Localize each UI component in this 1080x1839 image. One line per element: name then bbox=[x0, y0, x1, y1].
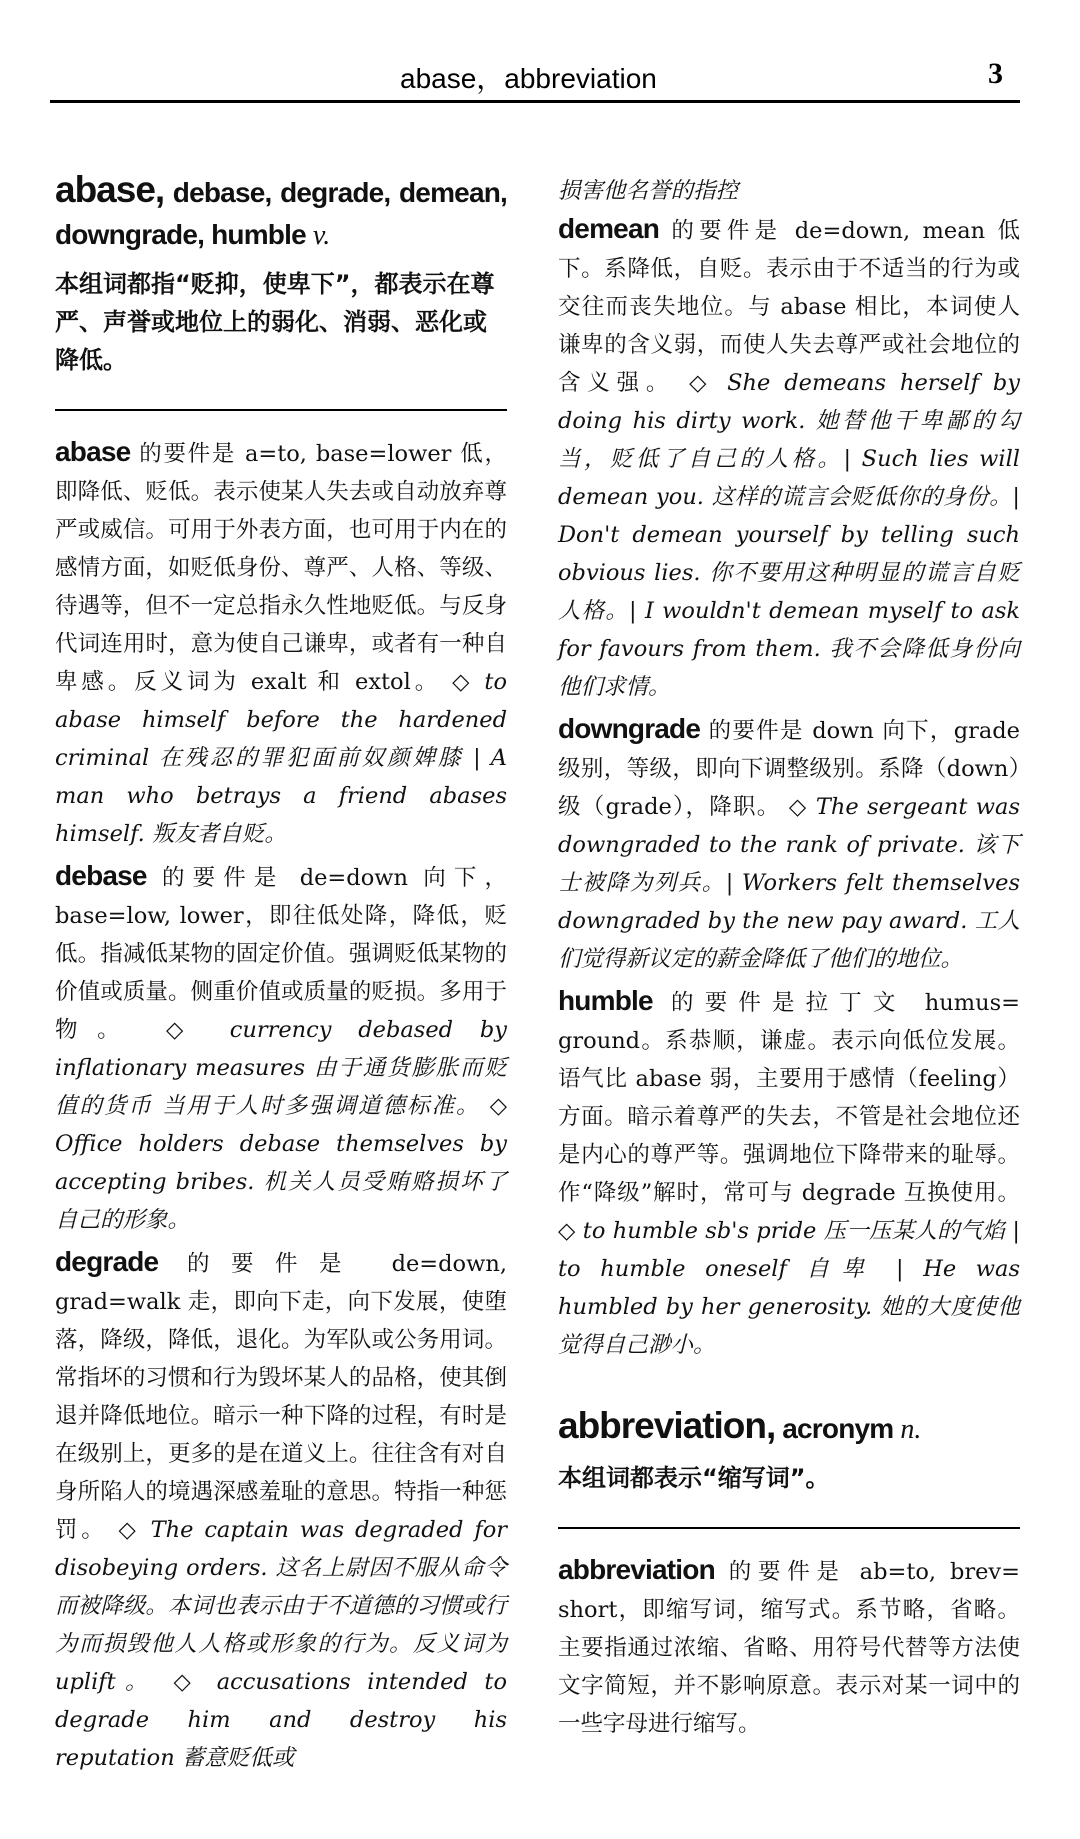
entry-examples: ◇ The captain was degraded for disobeying orders. 这名上尉因不服从命令而被降级。本词也表示由于不道德的习惯或行为而损毁他人人格或形象的行为。反义词为 uplift。 ◇ accusations intended to degrade him and destroy his reputation 蓄意贬低或 bbox=[55, 1517, 507, 1771]
running-header: abase，abbreviation bbox=[400, 63, 657, 94]
entry-headword: debase bbox=[55, 860, 147, 891]
entry-definition: 的要件是 down 向下，grade 级别，等级，即向下调整级别。系降（down）级（grade），降职。 bbox=[558, 718, 1020, 820]
group-divider bbox=[558, 1527, 1020, 1529]
entry-examples: ◇ to humble sb's pride 压一压某人的气焰 | to humble oneself 自卑 | He was humbled by her generosity. 她的大度使他觉得自己渺小。 bbox=[558, 1218, 1020, 1358]
group-heading-abbreviation bbox=[558, 1406, 1020, 1451]
entry-examples: ◇ The sergeant was downgraded to the rank of private. 该下士被降为列兵。| Workers felt themselves downgraded by the new pay award. 工人们觉得新议定的薪金降低了他们的地位。 bbox=[558, 794, 1020, 972]
entry-examples: ◇ currency debased by inflationary measures 由于通货膨胀而贬值的货币 当用于人时多强调道德标准。 ◇ Office holders debase themselves by accepting bribes. 机关人员受贿赂损坏了自己的形象。 bbox=[55, 1017, 507, 1233]
entry-continuation: 损害他名誉的指控 bbox=[558, 178, 739, 204]
entry-definition: 的要件是 de=down 向下，base=low, lower，即往低处降，降低，贬低。指减低某物的固定价值。强调贬低某物的价值或质量。侧重价值或质量的贬损。多用于物。 bbox=[55, 865, 507, 1043]
entry-headword: abbreviation bbox=[558, 1554, 715, 1585]
group-description: 本组词都指“贬抑，使卑下”，都表示在尊严、声誉或地位上的弱化、消弱、恶化或降低。 bbox=[55, 270, 495, 374]
entry-headword: demean bbox=[558, 213, 660, 244]
group-description: 本组词都表示“缩写词”。 bbox=[558, 1464, 830, 1492]
entry-headword: downgrade bbox=[558, 713, 701, 744]
entry-definition: 的要件是 de=down, mean 低下。系降低，自贬。表示由于不适当的行为或交往而丧失地位。与 abase 相比，本词使人谦卑的含义弱，而使人失去尊严或社会地位的含义强。 bbox=[558, 218, 1020, 396]
group-spacer bbox=[558, 1368, 1020, 1406]
entry-headword: humble bbox=[558, 985, 653, 1016]
entry-debase bbox=[55, 857, 507, 1239]
entry-headword: abase bbox=[55, 436, 131, 467]
entry-examples: ◇ She demeans herself by doing his dirty work. 她替他干卑鄙的勾当，贬低了自己的人格。| Such lies will demean you. 这样的谎言会贬低你的身份。| Don't demean yourself by telling such obvious lies. 你不要用这种明显的谎言自贬人格。| I wouldn't demean myself to ask for favours from them. 我不会降低身份向他们求情。 bbox=[558, 370, 1020, 700]
header-divider bbox=[50, 100, 1020, 103]
part-of-speech: n. bbox=[893, 1414, 922, 1445]
entry-definition: 的要件是 de=down, grad=walk 走，即向下走，向下发展，使堕落，降级，降低，退化。为军队或公务用词。常指坏的习惯和行为毁坏某人的品格，使其倒退并降低地位。暗示一种下降的过程，有时是在级别上，更多的是在道义上。往往含有对自身所陷人的境遇深感羞耻的意思。特指一种惩罚。 bbox=[55, 1251, 507, 1543]
part-of-speech: v. bbox=[305, 220, 331, 251]
group-heading-abase bbox=[55, 170, 507, 257]
page-number: 3 bbox=[988, 57, 1003, 90]
entry-definition: 的要件是 a=to, base=lower 低，即降低、贬低。表示使某人失去或自动放弃尊严或威信。可用于外表方面，也可用于内在的感情方面，如贬低身份、尊严、人格、等级、待遇等，但不一定总指永久性地贬低。与反身代词连用时，意为使自己谦卑，或者有一种自卑感。反义词为 exalt 和 extol。 bbox=[55, 441, 507, 695]
entry-examples: ◇ to abase himself before the hardened criminal 在残忍的罪犯面前奴颜婢膝 | A man who betrays a friend abases himself. 叛友者自贬。 bbox=[55, 669, 508, 847]
left-column bbox=[55, 170, 507, 1781]
entry-downgrade bbox=[558, 710, 1020, 978]
group-divider bbox=[55, 409, 507, 411]
entry-abase bbox=[55, 433, 507, 853]
group-headword-main: abase, bbox=[55, 169, 165, 210]
group-headword-rest: debase, degrade, demean, downgrade, humble bbox=[55, 177, 507, 250]
entry-headword: degrade bbox=[55, 1246, 159, 1277]
group-headword-main: abbreviation, bbox=[558, 1405, 776, 1446]
entry-definition: 的要件是 ab=to, brev= short，即缩写词，缩写式。系节略，省略。主要指通过浓缩、省略、用符号代替等方法使文字简短，并不影响原意。表示对某一词中的一些字母进行缩写。 bbox=[558, 1559, 1020, 1737]
entry-definition: 的要件是拉丁文 humus= ground。系恭顺，谦虚。表示向低位发展。语气比 abase 弱，主要用于感情（feeling）方面。暗示着尊严的失去，不管是社会地位还是内心的尊严等。强调地位下降带来的耻辱。作“降级”解时，常可与 degrade 互换使用。 bbox=[558, 990, 1020, 1206]
entry-abbreviation bbox=[558, 1551, 1020, 1743]
group-headword-rest: acronym bbox=[775, 1413, 894, 1444]
entry-humble bbox=[558, 982, 1020, 1364]
entry-degrade bbox=[55, 1243, 507, 1777]
entry-demean bbox=[558, 210, 1020, 706]
right-column bbox=[558, 172, 1020, 1747]
